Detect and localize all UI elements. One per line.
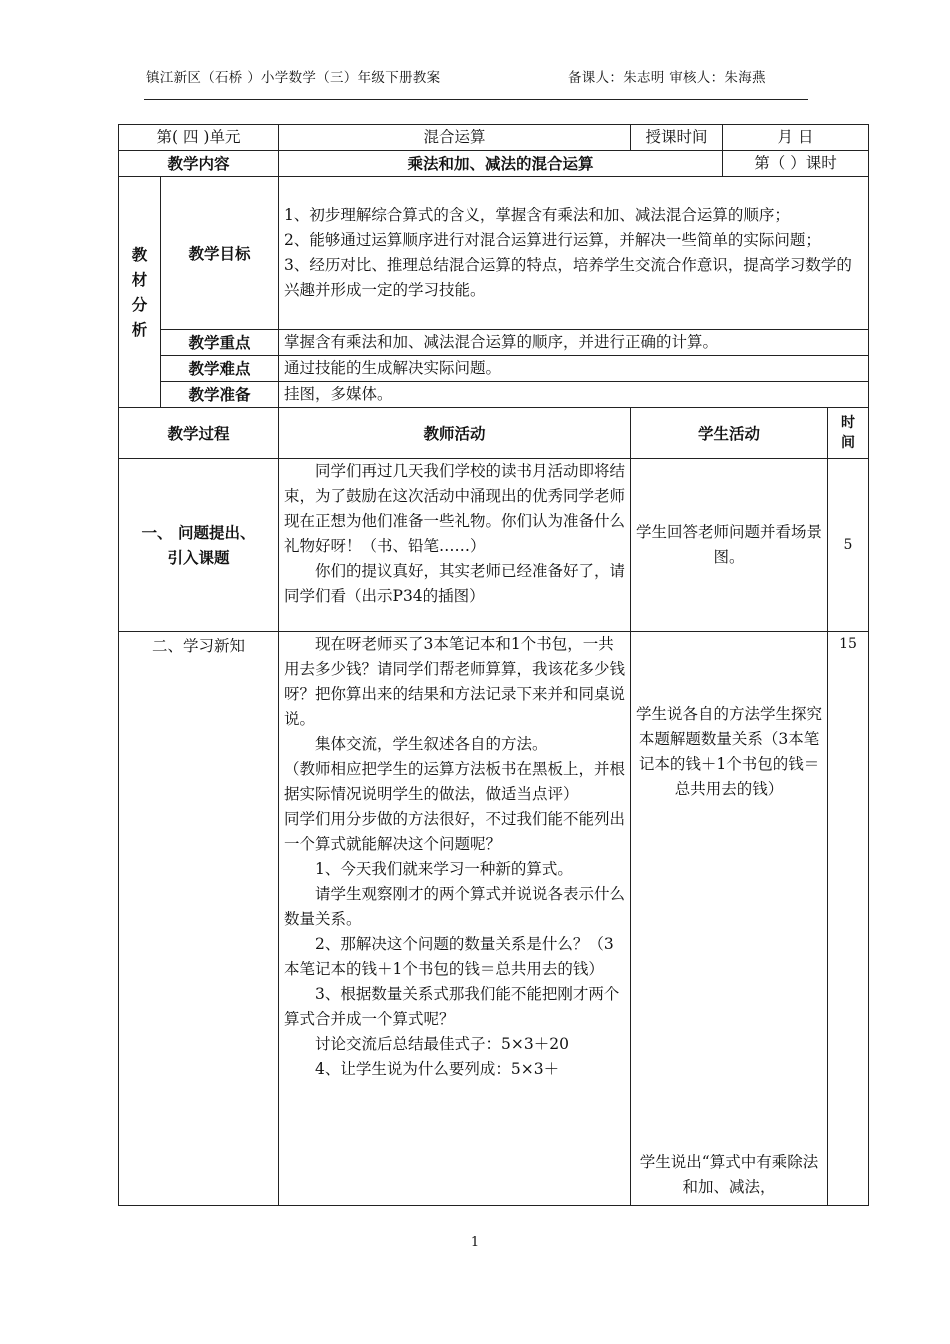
time-label-cell: 授课时间 [631,125,723,151]
step1-row [119,459,869,632]
step1-title-line1: 一、 问题提出、 [141,523,256,542]
step1-title-line2: 引入课题 [167,548,230,567]
header-rule [144,99,808,100]
header-school: 镇江新区（石桥 ）小学数学（三）年级下册教案 [146,70,441,86]
goals-content [279,177,869,330]
teacher-paragraph: 3、根据数量关系式那我们能不能把刚才两个算式合并成一个算式呢？ [284,985,620,1028]
step2-title-text: 二、学习新知 [152,637,246,655]
teacher-paragraph: 请学生观察刚才的两个算式并说说各表示什么数量关系。 [284,885,626,928]
teacher-header: 教师活动 [279,408,631,459]
step2-title [119,632,279,1206]
time-header-text: 时间 [841,415,856,451]
content-label: 教学内容 [119,151,279,177]
process-header: 教学过程 [119,408,279,459]
goal-item: 3、经历对比、推理总结混合运算的特点，培养学生交流合作意识，提高学习数学的兴趣并形成一定的学习技能。 [284,256,852,299]
step2-row [119,632,869,1206]
goals-label: 教学目标 [161,177,279,330]
teacher-paragraph: 同学们再过几天我们学校的读书月活动即将结束，为了鼓励在这次活动中涌现出的优秀同学老师现在正想为他们准备一些礼物。你们认为准备什么礼物好呀！（书、铅笔……） [284,462,626,555]
prep-content: 挂图，多媒体。 [279,382,869,408]
unit-cell: 第( 四 )单元 [119,125,279,151]
goal-item: 1、初步理解综合算式的含义，掌握含有乘法和加、减法混合运算的顺序； [284,206,790,224]
difficult-content: 通过技能的生成解决实际问题。 [279,356,869,382]
topic-cell: 混合运算 [279,125,631,151]
date-cell: 月 日 [723,125,869,151]
difficult-label: 教学难点 [161,356,279,382]
time-header [828,408,869,459]
teacher-paragraph: 现在呀老师买了3本笔记本和1个书包，一共用去多少钱？请同学们帮老师算算，我该花多少钱呀？把你算出来的结果和方法记录下来并和同桌说说。 [284,635,626,728]
key-row [119,330,869,356]
difficult-row [119,356,869,382]
key-content: 掌握含有乘法和加、减法混合运算的顺序，并进行正确的计算。 [279,330,869,356]
prep-row [119,382,869,408]
teacher-paragraph: 4、让学生说为什么要列成：5×3＋ [315,1060,560,1078]
goal-item: 2、能够通过运算顺序进行对混合运算进行运算，并解决一些简单的实际问题； [284,231,821,249]
unit-row [119,125,869,151]
step2-student-a: 学生说各自的方法学生探究本题解题数量关系（3本笔记本的钱＋1个书包的钱＝总共用去的钱） [636,705,823,798]
key-label: 教学重点 [161,330,279,356]
analysis-side-label [119,177,161,408]
process-header-row [119,408,869,459]
prep-label: 教学准备 [161,382,279,408]
header-authors: 备课人：朱志明 审核人：朱海燕 [568,70,766,86]
analysis-side-text: 教材分析 [131,245,148,339]
teacher-paragraph: 讨论交流后总结最佳式子：5×3＋20 [315,1035,569,1053]
teacher-paragraph: 2、那解决这个问题的数量关系是什么？（3本笔记本的钱＋1个书包的钱＝总共用去的钱） [284,935,614,978]
step1-title [119,459,279,632]
step2-student [631,632,828,1206]
page-number: 1 [470,1235,480,1250]
teacher-paragraph: 你们的提议真好，其实老师已经准备好了，请同学们看（出示P34的插图） [284,562,626,605]
lesson-plan-table [118,124,869,1206]
period-cell: 第（ ）课时 [723,151,869,177]
teacher-paragraph: 同学们用分步做的方法很好，不过我们能不能列出一个算式就能解决这个问题呢？ [284,810,626,853]
student-header: 学生活动 [631,408,828,459]
step1-teacher [279,459,631,632]
content-row [119,151,869,177]
step2-student-b: 学生说出“算式中有乘除法和加、减法， [639,1153,819,1196]
step1-student: 学生回答老师问题并看场景图。 [631,459,828,632]
content-value: 乘法和加、减法的混合运算 [279,151,723,177]
step1-time: 5 [828,459,869,632]
step2-teacher [279,632,631,1206]
teacher-paragraph: 1、今天我们就来学习一种新的算式。 [315,860,573,878]
goals-row [119,177,869,330]
step2-time: 15 [828,632,869,1206]
teacher-paragraph: 集体交流，学生叙述各自的方法。 [315,735,548,753]
teacher-paragraph: （教师相应把学生的运算方法板书在黑板上，并根据实际情况说明学生的做法，做适当点评） [284,760,626,803]
